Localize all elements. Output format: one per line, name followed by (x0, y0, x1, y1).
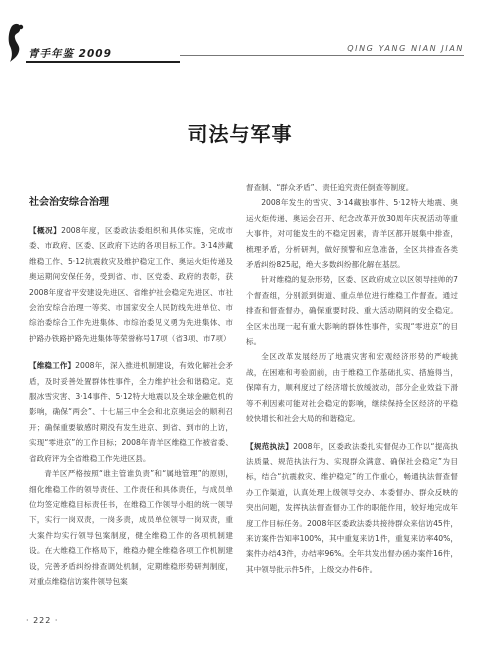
paragraph (29, 358, 233, 466)
page-number: · 222 · (26, 616, 59, 625)
right-column (246, 180, 458, 577)
paragraph (29, 223, 233, 346)
paragraph (246, 349, 458, 426)
paragraph (29, 466, 233, 589)
paragraph-tag: 【维稳工作】 (29, 361, 76, 371)
paragraph-text: 全区改革发展经历了地震灾害和宏观经济形势的严峻挑战，在困难和考验面前，由于维稳工作基础扎实、措施得当，保障有力，顺利度过了经济增长放缓波动，部分企业效益下滑等不利因素可能对社会稳定的影响，继续保持全区经济的平稳较快增长和社会大局的和谐稳定。 (246, 352, 458, 424)
paragraph-text: 2008年，区委政法委扎实督促办工作以“提高执法质量、规范执法行为、实现群众满意、确保社会稳定”为目标，结合“抗震救灾、维护稳定”的工作重心，畅通执法督查督办工作渠道，认真处理上级领导交办、本委督办、群众反映的突出问题，发挥执法督查督办工作的职能作用，较好地完成年度工作目标任务。2008年区委政法委共接待群众来信访45件，来访案件告知率100%，其中重复来访1件，重复来访率40%，案件办结43件，办结率96%。全年共发出督办函办案件16件，其中领导批示件5件，上级交办件6件。 (246, 441, 458, 574)
paragraph (246, 195, 458, 272)
left-column (29, 196, 233, 589)
article-title: 社会治安综合治理 (29, 197, 109, 208)
section-title: 司法与军事 (187, 122, 293, 146)
paragraph-text: 青羊区严格按照“谁主管谁负责”和“属地管理”的原则，细化维稳工作的领导责任、工作责任和具体责任，与成员单位均签定维稳目标责任书，在维稳工作领导小组的统一领导下，实行一岗双责，一岗多责，成员单位领导一岗双责，重大案件均实行领导包案制度，健全维稳工作的各项机制建设。在大维稳工作格局下，维稳办健全维稳各项工作机制建设，完善矛盾纠纷排查调处机制，定期维稳形势研判制度，对重点维稳信访案件领导包案 (29, 469, 233, 586)
journal-pinyin: QING YANG NIAN JIAN (347, 44, 464, 53)
journal-logo-icon (4, 20, 28, 64)
paragraph-text: 2008年度，区委政法委组织和具体实施，完成市委、市政府、区委、区政府下达的各项目标工作。3·14涉藏维稳工作、5·12抗震救灾及维护稳定工作、奥运火炬传递及奥运期间安保任务，受到省、市、区党委、政府的表彰，获2008年度省平安建设先进区、省维护社会稳定先进区、市社会治安综合治理一等奖、市国家安全人民防线先进单位、市综治委综合工作先进集体、市综治委见义勇为先进集体、市护路办铁路护路先进集体等荣誉称号17项（省3项、市7项） (29, 226, 234, 343)
paragraph-text: 2008年，深入推进机制建设，有效化解社会矛盾，及时妥善处置群体性事件，全力维护社会和谐稳定。克服冰雪灾害、3·14事件、5·12特大地震以及全球金融危机的影响，确保“两会”、十七届三中全会和北京奥运会的顺利召开；确保重要敏感时期没有发生进京、到省、到市的上访，实现“零进京”的工作目标；2008年青羊区维稳工作被省委、省政府评为全省维稳工作先进区县。 (29, 361, 233, 463)
paragraph-text: 督查制、“群众矛盾”、责任追究责任倒查等制度。 (246, 183, 414, 192)
paragraph (246, 272, 458, 349)
journal-title: 青手年鉴 2009 (28, 48, 112, 60)
header-right-rule (180, 55, 464, 56)
paragraph-text: 针对维稳的复杂形势，区委、区政府成立以区领导挂帅的7个督查组，分别派到街道、重点单位进行维稳工作督查。通过排查和督查督办，确保重要时段、重大活动期间的安全稳定。全区未出现一起有重大影响的群体性事件，实现“零进京”的目标。 (246, 275, 458, 347)
paragraph (246, 439, 458, 578)
paragraph-tag: 【规范执法】 (246, 441, 294, 451)
paragraph-text: 2008年发生的雪灾、3·14藏独事件、5·12特大地震、奥运火炬传递、奥运会召开、纪念改革开放30周年庆祝活动等重大事件，对可能发生的不稳定因素，青羊区都开展集中排查，梳理矛盾，分析研判，做好预警和应急准备，全区共排查各类矛盾纠纷825起，绝大多数纠纷都化解在基层。 (246, 198, 458, 270)
paragraph-tag: 【概况】 (29, 226, 62, 235)
header-rule (26, 61, 180, 63)
page-header (4, 20, 182, 66)
paragraph (246, 180, 458, 195)
